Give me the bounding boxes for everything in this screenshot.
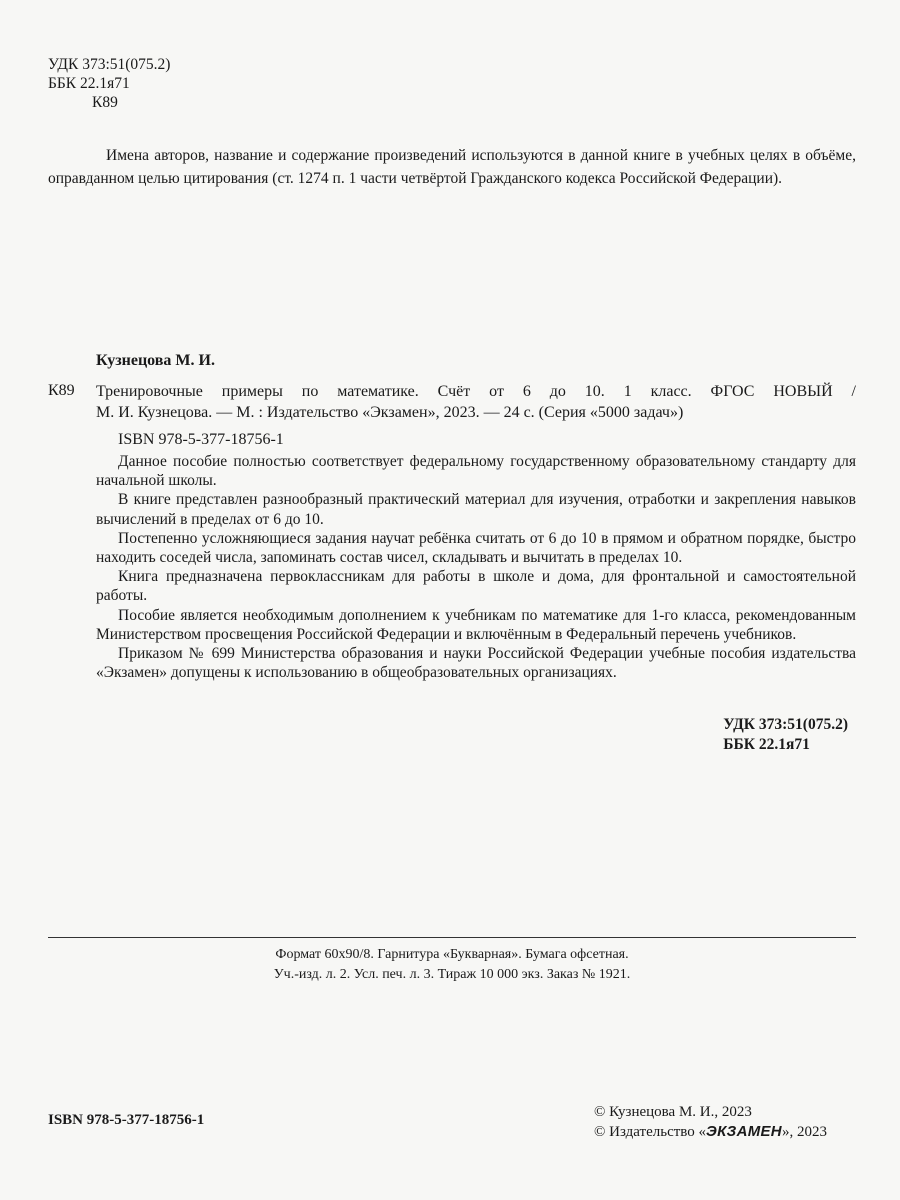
footer-isbn: ISBN 978-5-377-18756-1 (48, 1112, 205, 1128)
print-imprint (48, 945, 856, 984)
header-bbk: ББК 22.1я71 (48, 75, 130, 92)
copyright-author: © Кузнецова М. И., 2023 (594, 1104, 752, 1120)
header-classification-codes (48, 55, 170, 112)
annotation-paragraph: Приказом № 699 Министерства образования и науки Российской Федерации учебные пособия издательства «Экзамен» допущены к использованию в общеобразовательных организациях. (96, 645, 856, 682)
entry-author-mark: К89 (48, 382, 75, 399)
copyright-publisher (594, 1122, 827, 1142)
annotation-paragraph: Книга предназначена первоклассникам для работы в школе и дома, для фронтальной и самостоятельной работы. (96, 568, 856, 605)
copyright-publisher-suffix: », 2023 (781, 1124, 827, 1140)
entry-isbn: ISBN 978-5-377-18756-1 (118, 431, 284, 448)
classification-codes (723, 715, 848, 755)
annotation-paragraph: В книге представлен разнообразный практический материал для изучения, отработки и закрепления навыков вычислений в пределах от 6 до 10. (96, 491, 856, 528)
publisher-brand: ЭКЗАМЕН (706, 1123, 782, 1140)
copyright-publisher-prefix: © Издательство « (594, 1124, 707, 1140)
annotation-paragraph: Постепенно усложняющиеся задания научат ребёнка считать от 6 до 10 в прямом и обратном порядке, быстро находить соседей числа, запоминать состав чисел, складывать и вычитать в пределах 10. (96, 529, 856, 567)
bibliographic-citation (96, 381, 856, 423)
udk-code: УДК 373:51(075.2) (723, 716, 848, 733)
imprint-divider (48, 937, 856, 938)
citation-line-2: М. И. Кузнецова. — М. : Издательство «Экзамен», 2023. — 24 с. (Серия «5000 задач») (96, 404, 684, 421)
entry-author: Кузнецова М. И. (96, 352, 215, 369)
annotation (96, 452, 856, 682)
annotation-paragraph: Данное пособие полностью соответствует федеральному государственному образовательному стандарту для начальной школы. (96, 453, 856, 490)
citation-line-1: Тренировочные примеры по математике. Счёт от 6 до 10. 1 класс. ФГОС НОВЫЙ / (96, 383, 856, 400)
bbk-code: ББК 22.1я71 (723, 736, 810, 753)
imprint-line-2: Уч.-изд. л. 2. Усл. печ. л. 3. Тираж 10 000 экз. Заказ № 1921. (273, 966, 631, 982)
annotation-paragraph: Пособие является необходимым дополнением к учебникам по математике для 1-го класса, рекомендованным Министерством просвещения Российской Федерации и включённым в Федеральный перечень учебников. (96, 606, 856, 643)
copyright-notice: Имена авторов, название и содержание произведений используются в данной книге в учебных целях в объёме, оправданном целью цитирования (ст. 1274 п. 1 части четвёртой Гражданского кодекса Российской Федерации). (48, 147, 856, 187)
header-udk: УДК 373:51(075.2) (48, 56, 171, 73)
imprint-line-1: Формат 60х90/8. Гарнитура «Букварная». Бумага офсетная. (275, 947, 629, 962)
header-author-mark: К89 (92, 94, 118, 111)
copyright-block (594, 1103, 827, 1142)
